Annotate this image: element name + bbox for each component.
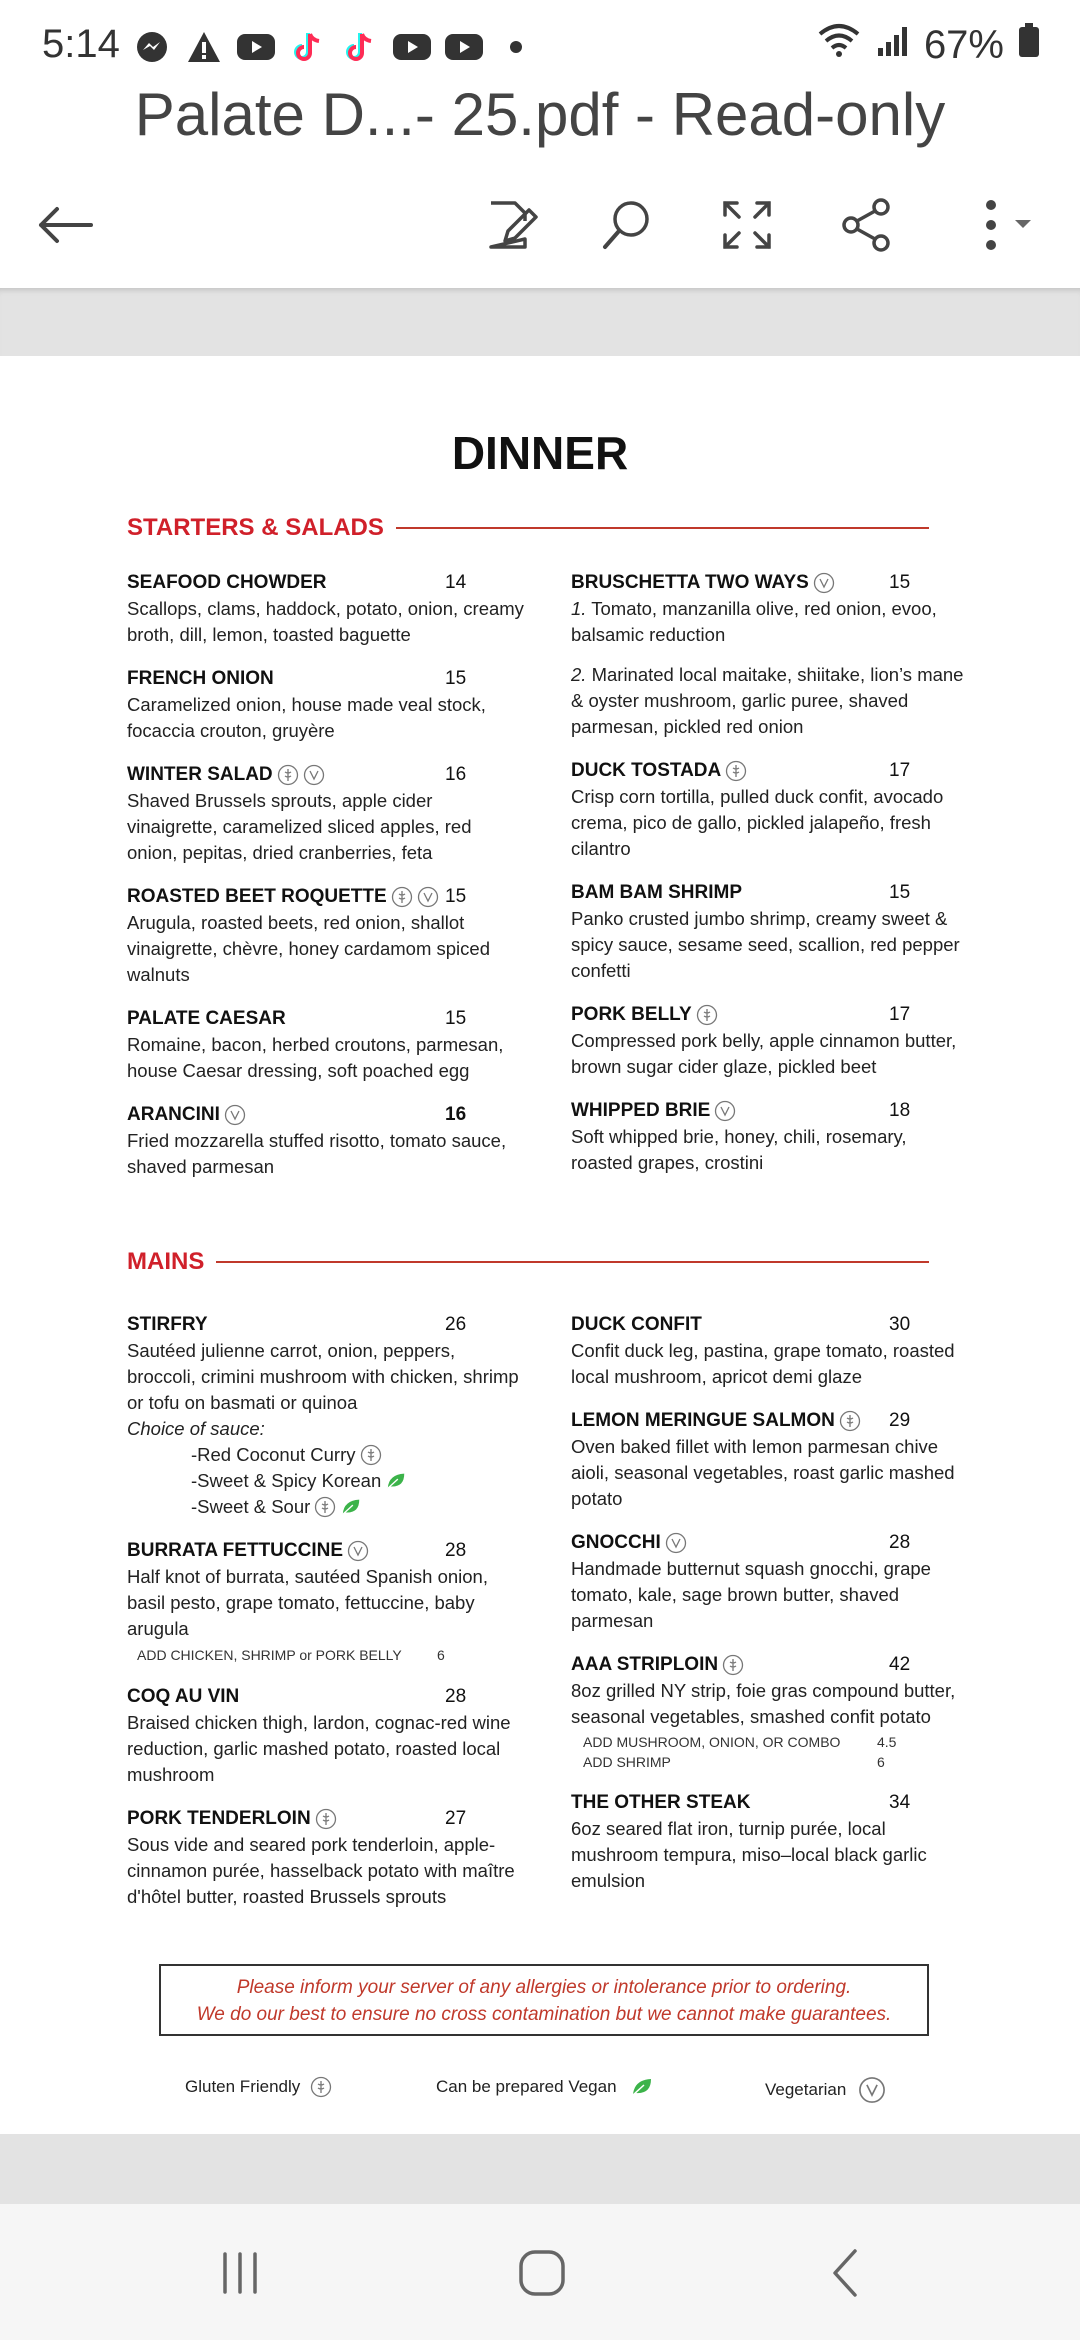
search-icon <box>597 195 657 255</box>
item-name: STIRFRY <box>127 1314 208 1335</box>
item-description <box>571 662 971 740</box>
item-price: 18 <box>889 1100 911 1121</box>
allergy-notice <box>159 1964 929 2036</box>
legend-label: Gluten Friendly <box>185 2077 301 2096</box>
addon-text: ADD MUSHROOM, ONION, OR COMBO <box>583 1734 841 1750</box>
item-price: 15 <box>889 882 911 903</box>
item-price: 15 <box>445 668 467 689</box>
item-price: 15 <box>445 886 467 907</box>
page-gutter-top <box>0 288 1080 356</box>
item-name: SEAFOOD CHOWDER <box>127 572 327 593</box>
edit-document-icon <box>481 195 541 255</box>
section-heading: STARTERS & SALADS <box>127 514 384 541</box>
item-price: 26 <box>445 1314 467 1335</box>
sauce-label-text: Choice of sauce: <box>127 1418 265 1439</box>
fullscreen-button[interactable] <box>702 180 792 270</box>
starters-left-column <box>127 570 527 1198</box>
chevron-left-icon <box>821 2245 871 2301</box>
option-text: Tomato, manzanilla olive, red onion, evoo, balsamic reduction <box>571 598 937 645</box>
item-name: GNOCCHI <box>571 1532 661 1553</box>
notice-line: We do our best to ensure no cross contamination but we cannot make guarantees. <box>196 2004 892 2025</box>
vegetarian-icon <box>813 572 835 594</box>
item-price: 16 <box>445 764 467 785</box>
item-name: PORK BELLY <box>571 1004 692 1025</box>
item-price: 16 <box>445 1104 467 1125</box>
menu-item <box>571 1098 971 1176</box>
item-price: 27 <box>445 1808 467 1829</box>
recents-icon <box>215 2248 265 2298</box>
menu-item <box>571 1312 971 1390</box>
youtube-icon-3 <box>444 30 484 64</box>
vegetarian-icon <box>714 1100 736 1122</box>
addon-text: ADD SHRIMP <box>583 1754 671 1770</box>
youtube-icon <box>236 30 276 64</box>
notice-line: Please inform your server of any allergies or intolerance prior to ordering. <box>236 1977 852 1998</box>
item-description: Scallops, clams, haddock, potato, onion, creamy broth, dill, lemon, toasted baguette <box>127 598 524 645</box>
item-price: 15 <box>889 572 911 593</box>
section-mains <box>127 1248 929 1276</box>
menu-item <box>127 1538 527 1666</box>
item-description: Sous vide and seared pork tenderloin, apple-cinnamon purée, hasselback potato with maître d'hôtel butter, roasted Brussels sprouts <box>127 1834 515 1907</box>
item-price: 28 <box>445 1540 467 1561</box>
menu-item <box>127 884 527 988</box>
menu-item <box>127 666 527 744</box>
item-price: 34 <box>889 1792 911 1813</box>
item-name: WHIPPED BRIE <box>571 1100 711 1121</box>
legend-label: Vegetarian <box>765 2080 847 2099</box>
vegetarian-icon <box>858 2076 886 2104</box>
vegan-leaf-icon <box>629 2076 655 2098</box>
item-price: 17 <box>889 1004 911 1025</box>
share-icon <box>839 197 895 253</box>
item-description: Arugula, roasted beets, red onion, shallot vinaigrette, chèvre, honey cardamom spiced walnuts <box>127 912 490 985</box>
item-name: ROASTED BEET ROQUETTE <box>127 886 387 907</box>
item-price: 15 <box>445 1008 467 1029</box>
item-price: 17 <box>889 760 911 781</box>
menu-item <box>571 880 971 984</box>
sauce-name: -Red Coconut Curry <box>191 1444 356 1465</box>
gluten-friendly-icon <box>725 760 747 782</box>
gluten-friendly-icon <box>314 1496 336 1518</box>
menu-title: DINNER <box>451 427 629 479</box>
addon-price: 6 <box>877 1754 885 1770</box>
document-title: Palate D...- 25.pdf - Read-only <box>134 81 946 148</box>
menu-item <box>571 570 971 740</box>
item-price: 30 <box>889 1314 911 1335</box>
item-price: 28 <box>889 1532 911 1553</box>
sauce-label <box>127 1416 527 1442</box>
warning-icon <box>184 30 224 64</box>
item-description: Shaved Brussels sprouts, apple cider vinaigrette, caramelized sliced apples, red onion, pepitas, dried cranberries, feta <box>127 790 472 863</box>
menu-item <box>127 1312 527 1520</box>
back-arrow-icon <box>35 205 95 245</box>
menu-item <box>571 1408 971 1512</box>
vegetarian-icon <box>665 1532 687 1554</box>
item-description <box>571 596 971 648</box>
sauce-option <box>127 1494 527 1520</box>
menu-item <box>127 1102 527 1180</box>
battery-percent: 67% <box>923 22 1004 67</box>
gluten-friendly-icon <box>310 2076 332 2098</box>
item-name: WINTER SALAD <box>127 764 273 785</box>
notification-icons <box>132 30 536 64</box>
option-number: 1. <box>571 598 587 619</box>
battery-icon <box>1018 22 1040 68</box>
sauce-name: -Sweet & Sour <box>191 1496 311 1517</box>
item-name: LEMON MERINGUE SALMON <box>571 1410 835 1431</box>
home-button[interactable] <box>502 2238 582 2308</box>
item-description: Soft whipped brie, honey, chili, rosemary, roasted grapes, crostini <box>571 1126 907 1173</box>
divider <box>216 1261 929 1263</box>
item-name: DUCK CONFIT <box>571 1314 702 1335</box>
menu-item <box>127 1806 527 1910</box>
menu-item <box>127 1006 527 1084</box>
item-description: 6oz seared flat iron, turnip purée, local mushroom tempura, miso–local black garlic emulsion <box>571 1818 927 1891</box>
gluten-friendly-icon <box>391 886 413 908</box>
section-starters <box>127 514 929 542</box>
menu-item <box>127 1684 527 1788</box>
item-price: 42 <box>889 1654 911 1675</box>
more-options-button[interactable] <box>950 180 1060 270</box>
legend-vegan <box>436 2076 655 2098</box>
option-number: 2. <box>571 664 587 685</box>
vegetarian-icon <box>224 1104 246 1126</box>
item-description: 8oz grilled NY strip, foie gras compound butter, seasonal vegetables, smashed confit potato <box>571 1680 956 1727</box>
page-gutter-bottom <box>0 2134 1080 2204</box>
item-price: 14 <box>445 572 467 593</box>
gluten-friendly-icon <box>277 764 299 786</box>
mains-right-column <box>571 1312 971 1912</box>
more-dot-icon <box>496 30 536 64</box>
status-time: 5:14 <box>42 22 120 66</box>
sauce-option <box>127 1442 527 1468</box>
item-price: 28 <box>445 1686 467 1707</box>
sauce-name: -Sweet & Spicy Korean <box>191 1470 382 1491</box>
menu-item <box>571 1790 971 1894</box>
toolbar <box>0 180 1080 290</box>
starters-right-column <box>571 570 971 1194</box>
addon-price: 6 <box>437 1647 445 1663</box>
option-text: Marinated local maitake, shiitake, lion’s mane & oyster mushroom, garlic puree, shaved parmesan, pickled red onion <box>571 664 964 737</box>
recents-button[interactable] <box>200 2238 280 2308</box>
legend-gluten <box>185 2076 332 2098</box>
legend-vegetarian <box>765 2076 886 2104</box>
addon <box>127 1644 527 1666</box>
item-price: 29 <box>889 1410 911 1431</box>
item-name: AAA STRIPLOIN <box>571 1654 719 1675</box>
item-name: BURRATA FETTUCCINE <box>127 1540 344 1561</box>
addon <box>571 1752 971 1772</box>
expand-icon <box>719 197 775 253</box>
item-name: BAM BAM SHRIMP <box>571 882 742 903</box>
item-name: FRENCH ONION <box>127 668 274 689</box>
item-description: Confit duck leg, pastina, grape tomato, roasted local mushroom, apricot demi glaze <box>571 1340 955 1387</box>
gluten-friendly-icon <box>360 1444 382 1466</box>
item-name: PORK TENDERLOIN <box>127 1808 311 1829</box>
vegetarian-icon <box>417 886 439 908</box>
item-name: PALATE CAESAR <box>127 1008 286 1029</box>
legend-label: Can be prepared Vegan <box>436 2077 617 2096</box>
item-description: Braised chicken thigh, lardon, cognac-red wine reduction, garlic mashed potato, roasted local mushroom <box>127 1712 511 1785</box>
vegetarian-icon <box>347 1540 369 1562</box>
sauce-option <box>127 1468 527 1494</box>
menu-item <box>571 1530 971 1634</box>
mains-left-column <box>127 1312 527 1928</box>
vegetarian-icon <box>303 764 325 786</box>
gluten-friendly-icon <box>696 1004 718 1026</box>
edit-button[interactable] <box>466 180 556 270</box>
search-button[interactable] <box>582 180 672 270</box>
back-nav-button[interactable] <box>806 2238 886 2308</box>
gluten-friendly-icon <box>315 1808 337 1830</box>
addon-price: 4.5 <box>877 1734 897 1750</box>
vegan-leaf-icon <box>385 1470 407 1492</box>
menu-item <box>571 1652 971 1772</box>
navigation-bar <box>0 2204 1080 2340</box>
back-button[interactable] <box>20 180 110 270</box>
item-description: Handmade butternut squash gnocchi, grape tomato, kale, sage brown butter, shaved parmesan <box>571 1558 931 1631</box>
signal-icon <box>876 23 910 68</box>
section-heading: MAINS <box>127 1248 205 1275</box>
wifi-icon <box>816 22 862 68</box>
item-name: DUCK TOSTADA <box>571 760 722 781</box>
item-name: ARANCINI <box>127 1104 220 1125</box>
item-name: BRUSCHETTA TWO WAYS <box>571 572 809 593</box>
gluten-friendly-icon <box>839 1410 861 1432</box>
status-right <box>816 22 1040 68</box>
share-button[interactable] <box>822 180 912 270</box>
item-description: Crisp corn tortilla, pulled duck confit, avocado crema, pico de gallo, pickled jalapeño, fresh cilantro <box>571 786 944 859</box>
item-name: THE OTHER STEAK <box>571 1792 751 1813</box>
more-vert-icon <box>965 195 1045 255</box>
tiktok-icon <box>288 30 328 64</box>
item-description: Fried mozzarella stuffed risotto, tomato sauce, shaved parmesan <box>127 1130 507 1177</box>
addon-text: ADD CHICKEN, SHRIMP or PORK BELLY <box>137 1647 402 1663</box>
youtube-icon-2 <box>392 30 432 64</box>
menu-item <box>571 1002 971 1080</box>
home-icon <box>514 2245 570 2301</box>
item-description: Caramelized onion, house made veal stock, focaccia crouton, gruyère <box>127 694 486 741</box>
pdf-page[interactable] <box>0 356 1080 2134</box>
item-description: Compressed pork belly, apple cinnamon butter, brown sugar cider glaze, pickled beet <box>571 1030 957 1077</box>
item-description: Panko crusted jumbo shrimp, creamy sweet & spicy sauce, sesame seed, scallion, red pepper confetti <box>571 908 960 981</box>
item-description: Romaine, bacon, herbed croutons, parmesan, house Caesar dressing, soft poached egg <box>127 1034 504 1081</box>
tiktok-icon-2 <box>340 30 380 64</box>
vegan-leaf-icon <box>340 1496 362 1518</box>
messenger-icon <box>132 30 172 64</box>
addon <box>571 1732 971 1752</box>
menu-item <box>571 758 971 862</box>
menu-item <box>127 762 527 866</box>
menu-item <box>127 570 527 648</box>
item-description: Half knot of burrata, sautéed Spanish onion, basil pesto, grape tomato, fettuccine, baby arugula <box>127 1566 488 1639</box>
item-description: Sautéed julienne carrot, onion, peppers, broccoli, crimini mushroom with chicken, shrimp or tofu on basmati or quinoa <box>127 1340 519 1413</box>
divider <box>396 527 929 529</box>
gluten-friendly-icon <box>722 1654 744 1676</box>
item-description: Oven baked fillet with lemon parmesan chive aioli, seasonal vegetables, roast garlic mashed potato <box>571 1436 955 1509</box>
item-name: COQ AU VIN <box>127 1686 240 1707</box>
